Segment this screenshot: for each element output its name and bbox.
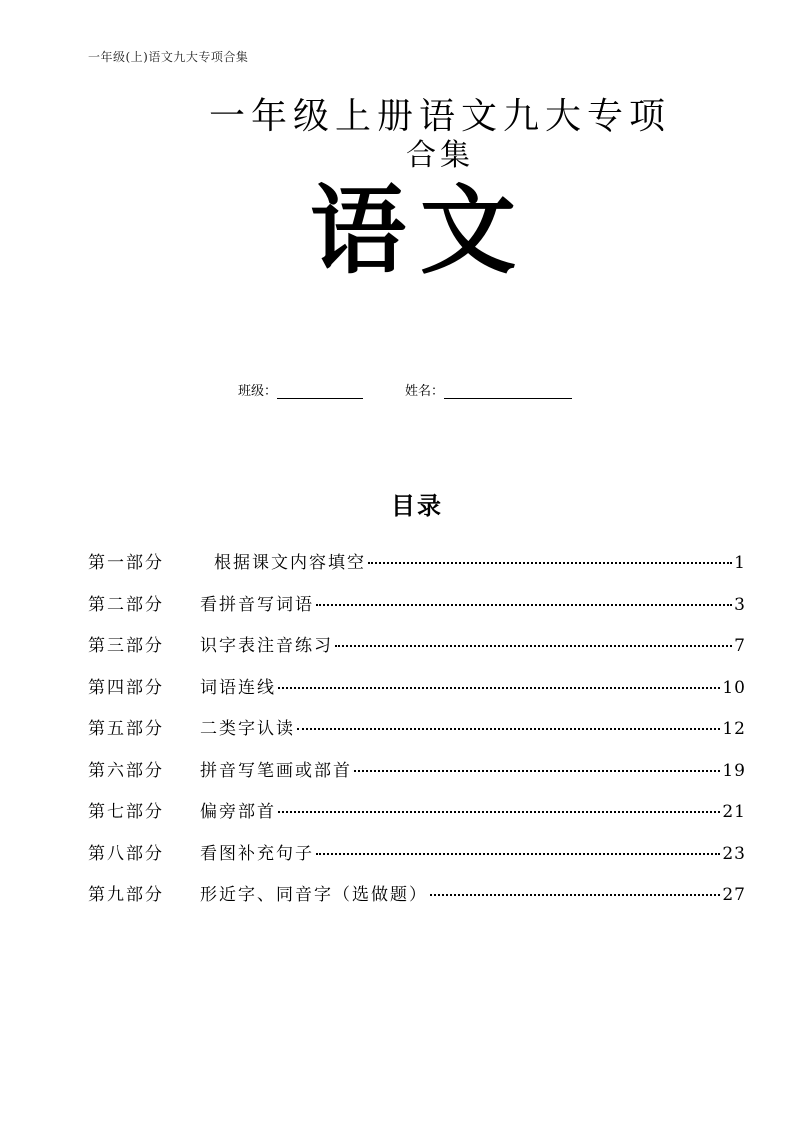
toc-part: 第七部分 xyxy=(88,802,164,822)
toc-page-number: 27 xyxy=(722,885,746,905)
toc-page-number: 21 xyxy=(722,802,746,822)
toc-item[interactable] xyxy=(88,880,746,922)
toc-dot-leader xyxy=(354,770,720,772)
toc-item[interactable] xyxy=(88,839,746,881)
toc-dot-leader xyxy=(278,811,720,813)
toc-topic: 二类字认读 xyxy=(200,719,295,739)
class-blank[interactable] xyxy=(277,384,363,399)
toc-dot-leader xyxy=(278,687,720,689)
toc-page-number: 7 xyxy=(734,636,746,656)
document-title: 一年级上册语文九大专项 xyxy=(208,96,671,137)
toc-item[interactable] xyxy=(88,797,746,839)
toc-part: 第八部分 xyxy=(88,843,164,864)
toc-item[interactable] xyxy=(88,673,746,715)
toc-topic: 看图补充句子 xyxy=(200,843,314,864)
table-of-contents xyxy=(88,548,746,922)
toc-part: 第九部分 xyxy=(88,885,164,905)
toc-page-number: 1 xyxy=(734,553,746,573)
class-label: 班级： xyxy=(238,384,278,399)
toc-topic: 拼音写笔画或部首 xyxy=(200,760,352,781)
toc-part: 第一部分 xyxy=(88,553,164,573)
toc-part: 第六部分 xyxy=(88,760,164,781)
toc-item[interactable] xyxy=(88,590,746,632)
toc-topic: 偏旁部首 xyxy=(200,802,276,822)
name-label: 姓名： xyxy=(405,384,445,399)
class-field xyxy=(238,380,405,399)
toc-topic: 形近字、同音字（选做题） xyxy=(200,885,428,905)
toc-page-number: 10 xyxy=(722,677,746,698)
toc-page-number: 12 xyxy=(722,719,746,739)
toc-part: 第四部分 xyxy=(88,677,164,698)
toc-item[interactable] xyxy=(88,548,746,590)
toc-part: 第五部分 xyxy=(88,719,164,739)
toc-topic: 根据课文内容填空 xyxy=(214,553,366,573)
toc-dot-leader xyxy=(430,894,720,896)
name-field xyxy=(405,380,572,399)
toc-item[interactable] xyxy=(88,714,746,756)
toc-part: 第二部分 xyxy=(88,594,164,615)
toc-dot-leader xyxy=(368,562,732,564)
toc-page-number: 19 xyxy=(722,760,746,781)
subject-heading: 语文 xyxy=(310,174,530,287)
running-header: 一年级(上)语文九大专项合集 xyxy=(88,50,249,64)
document-title-continuation: 合集 xyxy=(406,138,474,173)
toc-topic: 看拼音写词语 xyxy=(200,594,314,615)
toc-topic: 识字表注音练习 xyxy=(200,636,333,656)
toc-page-number: 23 xyxy=(722,843,746,864)
toc-dot-leader xyxy=(335,645,732,647)
toc-dot-leader xyxy=(316,604,732,606)
toc-page-number: 3 xyxy=(734,594,746,615)
student-info-form xyxy=(238,380,572,399)
name-blank[interactable] xyxy=(444,384,572,399)
toc-dot-leader xyxy=(316,853,720,855)
toc-item[interactable] xyxy=(88,631,746,673)
toc-topic: 词语连线 xyxy=(200,677,276,698)
toc-part: 第三部分 xyxy=(88,636,164,656)
toc-dot-leader xyxy=(297,728,720,730)
toc-item[interactable] xyxy=(88,756,746,798)
toc-title: 目录 xyxy=(391,491,443,520)
